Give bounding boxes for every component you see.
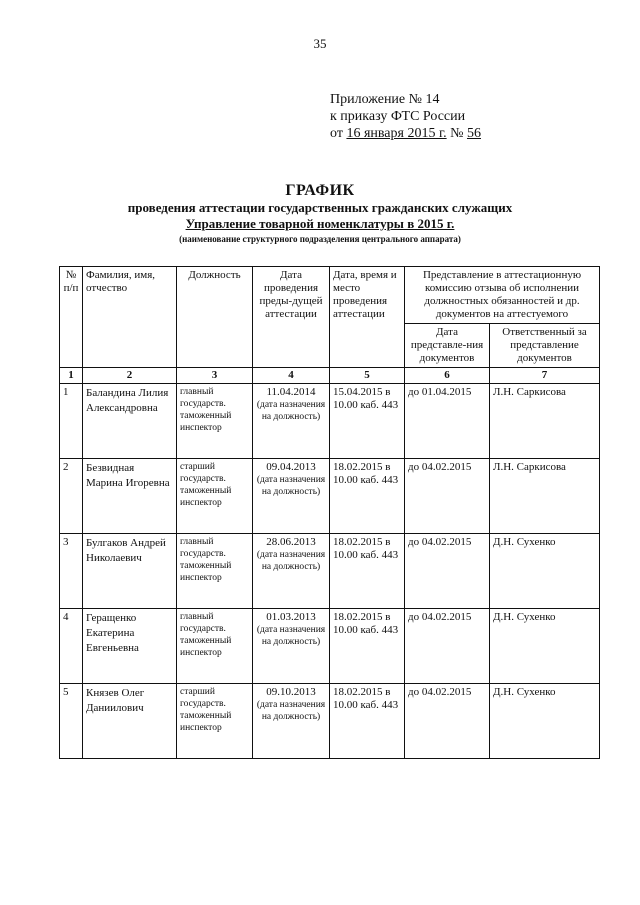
cell-responsible: Д.Н. Сухенко — [490, 684, 600, 759]
header-fio: Фамилия, имя, отчество — [83, 267, 177, 368]
header-position: Должность — [177, 267, 253, 368]
prev-date-value: 09.04.2013 — [266, 461, 316, 473]
header-prev-date: Дата проведения преды-дущей аттестации — [253, 267, 330, 368]
table-row — [60, 534, 600, 609]
cell-fio: Князев Олег Даниилович — [83, 684, 177, 759]
col-number: 2 — [83, 368, 177, 384]
cell-position: старший государств. таможенный инспектор — [177, 684, 253, 759]
header-submission: Представление в аттестационную комиссию отзыва об исполнении должностных обязанностей и др. документов на аттестуемого — [405, 267, 600, 324]
cell-prev-date — [253, 384, 330, 459]
appendix-line-3 — [330, 125, 481, 142]
prev-date-value: 11.04.2014 — [266, 386, 316, 398]
header-sub-date: Дата представле-ния документов — [405, 324, 490, 368]
cell-prev-date — [253, 609, 330, 684]
cell-attestation: 18.02.2015 в 10.00 каб. 443 — [330, 459, 405, 534]
cell-sub-date: до 04.02.2015 — [405, 459, 490, 534]
page-number: 35 — [313, 36, 327, 51]
cell-prev-date — [253, 534, 330, 609]
cell-num: 2 — [60, 459, 83, 534]
cell-prev-date — [253, 684, 330, 759]
prev-date-note: (дата назначения на должность) — [256, 550, 326, 572]
table-row — [60, 384, 600, 459]
table-row — [60, 609, 600, 684]
header-sub-resp: Ответственный за представление документов — [490, 324, 600, 368]
prev-date-note: (дата назначения на должность) — [256, 700, 326, 722]
cell-num: 5 — [60, 684, 83, 759]
cell-sub-date: до 04.02.2015 — [405, 609, 490, 684]
cell-attestation: 15.04.2015 в 10.00 каб. 443 — [330, 384, 405, 459]
document-title: ГРАФИК — [285, 182, 355, 199]
prev-date-note: (дата назначения на должность) — [256, 475, 326, 497]
schedule-table — [59, 266, 600, 759]
cell-fio: Геращенко Екатерина Евгеньевна — [83, 609, 177, 684]
appendix-number: 56 — [466, 126, 481, 141]
table-row — [60, 684, 600, 759]
department-text: Управление товарной номенклатуры в 2015 г. — [185, 216, 455, 231]
cell-num: 3 — [60, 534, 83, 609]
header-datetime-place: Дата, время и место проведения аттестации — [330, 267, 405, 368]
cell-position: главный государств. таможенный инспектор — [177, 609, 253, 684]
table-row — [60, 459, 600, 534]
cell-attestation: 18.02.2015 в 10.00 каб. 443 — [330, 609, 405, 684]
prev-date-value: 09.10.2013 — [266, 686, 316, 698]
cell-responsible: Л.Н. Саркисова — [490, 459, 600, 534]
cell-fio: Безвидная Марина Игоревна — [83, 459, 177, 534]
department-note: (наименование структурного подразделения центрального аппарата) — [179, 234, 461, 244]
col-number: 7 — [490, 368, 600, 384]
document-subtitle: проведения аттестации государственных гражданских служащих — [127, 200, 513, 215]
col-number: 5 — [330, 368, 405, 384]
cell-responsible: Д.Н. Сухенко — [490, 609, 600, 684]
cell-attestation: 18.02.2015 в 10.00 каб. 443 — [330, 534, 405, 609]
appendix-line-1: Приложение № 14 — [330, 92, 440, 107]
col-number: 3 — [177, 368, 253, 384]
col-number: 6 — [405, 368, 490, 384]
cell-num: 4 — [60, 609, 83, 684]
prev-date-value: 01.03.2013 — [266, 611, 316, 623]
cell-sub-date: до 04.02.2015 — [405, 534, 490, 609]
prev-date-note: (дата назначения на должность) — [256, 625, 326, 647]
col-number: 1 — [60, 368, 83, 384]
col-number: 4 — [253, 368, 330, 384]
cell-fio: Баландина Лилия Александровна — [83, 384, 177, 459]
cell-fio: Булгаков Андрей Николаевич — [83, 534, 177, 609]
appendix-line-2: к приказу ФТС России — [330, 109, 466, 124]
cell-position: старший государств. таможенный инспектор — [177, 459, 253, 534]
appendix-date-prefix: от — [330, 126, 343, 141]
cell-prev-date — [253, 459, 330, 534]
appendix-date: 16 января 2015 г. — [346, 126, 447, 141]
cell-position: главный государств. таможенный инспектор — [177, 384, 253, 459]
department-name — [0, 216, 640, 232]
header-num: № п/п — [60, 267, 83, 368]
appendix-num-label: № — [450, 126, 464, 141]
cell-position: главный государств. таможенный инспектор — [177, 534, 253, 609]
cell-num: 1 — [60, 384, 83, 459]
cell-responsible: Д.Н. Сухенко — [490, 534, 600, 609]
cell-sub-date: до 01.04.2015 — [405, 384, 490, 459]
cell-responsible: Л.Н. Саркисова — [490, 384, 600, 459]
prev-date-value: 28.06.2013 — [266, 536, 316, 548]
prev-date-note: (дата назначения на должность) — [256, 400, 326, 422]
cell-attestation: 18.02.2015 в 10.00 каб. 443 — [330, 684, 405, 759]
cell-sub-date: до 04.02.2015 — [405, 684, 490, 759]
